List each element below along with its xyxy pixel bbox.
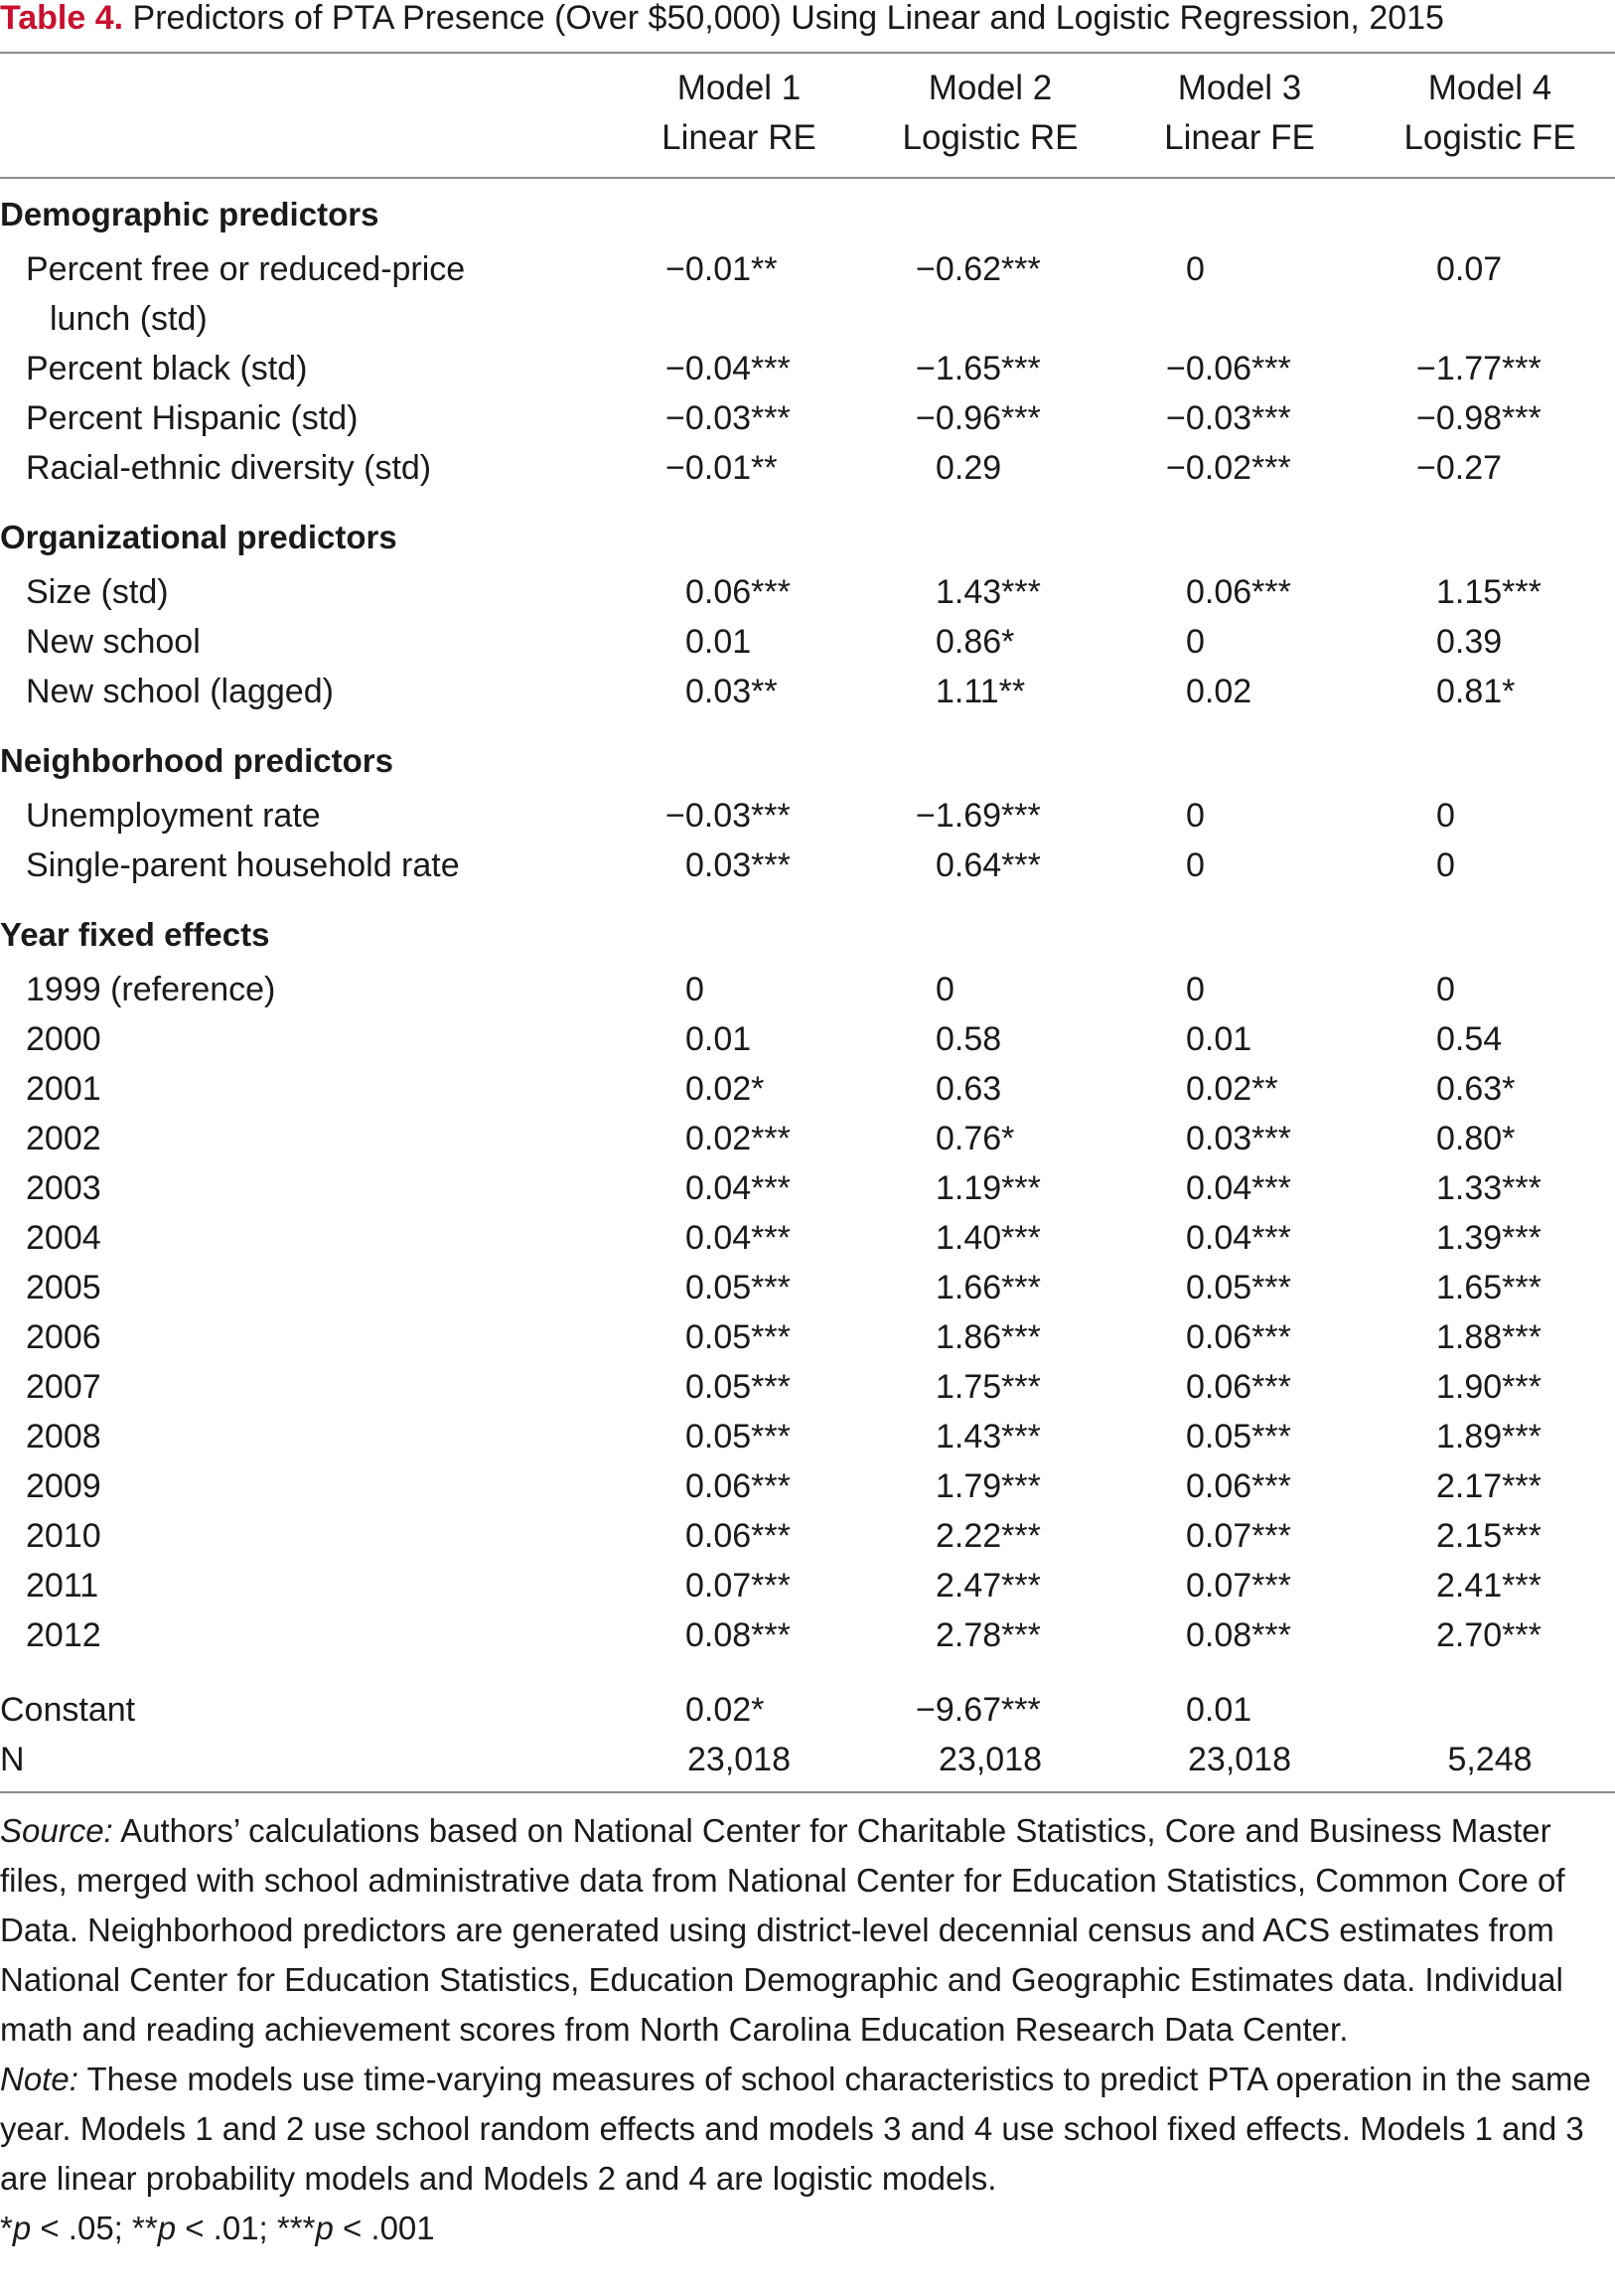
table-cell: 1.39***	[1436, 1219, 1542, 1257]
row-label: Constant	[0, 1691, 136, 1729]
table-cell: 0.05***	[685, 1368, 791, 1406]
table-row	[0, 617, 1615, 667]
table-cell: 1.86***	[936, 1318, 1041, 1356]
source-note	[0, 1806, 1609, 2055]
row-label: Racial-ethnic diversity (std)	[26, 449, 432, 487]
table-cell: 0.06***	[685, 1467, 791, 1505]
table-cell: 0.64***	[936, 846, 1041, 884]
section-heading: Organizational predictors	[0, 519, 397, 555]
table-row	[0, 1511, 1615, 1561]
sig-p: p	[315, 2210, 334, 2246]
column-header-line: Model 4	[1427, 69, 1552, 107]
table-cell: 0.01	[685, 623, 752, 661]
table-cell: 1.40***	[936, 1219, 1041, 1257]
row-label: Single-parent household rate	[26, 846, 460, 884]
column-header-line: Logistic FE	[1403, 118, 1576, 157]
table-row	[0, 1014, 1615, 1064]
table-cell: 0.03***	[685, 846, 791, 884]
table-cell: 0.04***	[685, 1169, 791, 1207]
table-row	[0, 1685, 1615, 1735]
table-cell: 0	[1436, 846, 1455, 884]
table-cell: 0.08***	[1186, 1616, 1291, 1654]
row-label: 2005	[26, 1269, 101, 1306]
row-label: Percent black (std)	[26, 350, 308, 387]
table-cell: 1.89***	[1436, 1418, 1542, 1455]
row-label-continued: lunch (std)	[50, 300, 208, 338]
column-header-line: Linear RE	[661, 118, 816, 157]
table-cell: 0.02*	[685, 1691, 765, 1729]
table-cell: −0.62***	[916, 250, 1041, 288]
table-cell: 2.15***	[1436, 1517, 1542, 1555]
table-row	[0, 443, 1615, 493]
table-row	[0, 1362, 1615, 1412]
sig-star: *	[0, 2210, 13, 2246]
table-cell: 23,018	[1188, 1741, 1291, 1778]
table-cell: 0.81*	[1436, 673, 1516, 710]
row-label: New school (lagged)	[26, 673, 334, 710]
column-header-line: Linear FE	[1164, 118, 1315, 157]
table-cell: 0	[1186, 846, 1205, 884]
table-cell: 0.80*	[1436, 1120, 1516, 1157]
table-cell: 0	[1186, 623, 1205, 661]
row-label: N	[0, 1741, 25, 1778]
table-cell: 0.63*	[1436, 1070, 1516, 1108]
row-label: 2007	[26, 1368, 101, 1406]
table-cell: 0.02	[1186, 673, 1252, 710]
table-cell: −0.01**	[665, 250, 778, 288]
table-cell: 0.05***	[685, 1269, 791, 1306]
table-cell: 0.06***	[1186, 1318, 1291, 1356]
table-row	[0, 344, 1615, 393]
sig-p: p	[157, 2210, 177, 2246]
bottom-rule	[0, 1791, 1615, 1793]
section-heading: Year fixed effects	[0, 916, 270, 953]
table-cell: 5,248	[1447, 1741, 1533, 1778]
sig-p: p	[12, 2210, 32, 2246]
row-label: Unemployment rate	[26, 797, 321, 835]
header-rule	[0, 177, 1615, 179]
table-cell: 1.88***	[1436, 1318, 1542, 1356]
table-cell: 0	[1186, 971, 1205, 1008]
note-text: These models use time-varying measures of school characteristics to predict PTA operation in the same year. Models 1 and 2 use school random effects and models 3 and 4 use school fixed effects. Models 1 and 3 are linear probability models and Models 2 and 4 are logistic models.	[0, 2061, 1591, 2197]
table-cell: 0.06***	[1186, 1467, 1291, 1505]
table-cell: 0.54	[1436, 1020, 1503, 1058]
table-cell: 0.39	[1436, 623, 1503, 661]
table-cell: 0.63	[936, 1070, 1002, 1108]
table-cell: 0.06***	[1186, 573, 1291, 611]
table-cell: 1.19***	[936, 1169, 1041, 1207]
row-label: 2000	[26, 1020, 101, 1058]
table-cell: −1.69***	[916, 797, 1041, 835]
table-number: Table 4.	[0, 0, 124, 37]
table-cell: 0	[1436, 971, 1455, 1008]
table-cell: 0.05***	[685, 1318, 791, 1356]
table-cell: 1.66***	[936, 1269, 1041, 1306]
table-cell: 0	[936, 971, 954, 1008]
table-cell: 1.15***	[1436, 573, 1542, 611]
table-cell: 0.07***	[1186, 1567, 1291, 1605]
table-row	[0, 841, 1615, 890]
table-row	[0, 1412, 1615, 1461]
row-label: 2004	[26, 1219, 101, 1257]
row-label: Percent Hispanic (std)	[26, 399, 359, 437]
table-cell: 0.03***	[1186, 1120, 1291, 1157]
row-label: 2008	[26, 1418, 101, 1455]
column-header-line: Model 3	[1177, 69, 1302, 107]
table-cell: 0.05***	[1186, 1418, 1291, 1455]
table-cell: 1.43***	[936, 573, 1041, 611]
row-label: New school	[26, 623, 201, 661]
model-note	[0, 2055, 1609, 2204]
table-title	[0, 0, 1615, 36]
table-cell: 0.01	[1186, 1691, 1252, 1729]
section-heading: Demographic predictors	[0, 196, 379, 232]
table-cell: 0.04***	[1186, 1219, 1291, 1257]
table-cell: −0.98***	[1416, 399, 1542, 437]
section-heading: Neighborhood predictors	[0, 742, 393, 779]
column-header-model-4	[1361, 64, 1615, 163]
table-cell: −0.01**	[665, 449, 778, 487]
table-cell: −1.77***	[1416, 350, 1542, 387]
table-cell: 2.70***	[1436, 1616, 1542, 1654]
table-row	[0, 1064, 1615, 1114]
table-row	[0, 1114, 1615, 1163]
table-cell: −0.03***	[665, 399, 791, 437]
table-cell: 1.79***	[936, 1467, 1041, 1505]
column-header-line: Model 2	[928, 69, 1053, 107]
table-cell: −0.27	[1416, 449, 1503, 487]
table-cell: −0.96***	[916, 399, 1041, 437]
table-cell: 0.02*	[685, 1070, 765, 1108]
table-cell: 1.75***	[936, 1368, 1041, 1406]
row-label: 2012	[26, 1616, 101, 1654]
table-row	[0, 1263, 1615, 1312]
table-row	[0, 667, 1615, 716]
table-cell: 2.17***	[1436, 1467, 1542, 1505]
row-label: Size (std)	[26, 573, 169, 611]
row-label: 2001	[26, 1070, 101, 1108]
table-cell: 0.05***	[685, 1418, 791, 1455]
table-cell: 1.11**	[936, 673, 1026, 710]
table-cell: 0.03**	[685, 673, 778, 710]
row-label: 2011	[26, 1567, 99, 1605]
table-row	[0, 791, 1615, 841]
table-cell: 2.47***	[936, 1567, 1041, 1605]
table-row	[0, 1213, 1615, 1263]
table-cell: 0.29	[936, 449, 1002, 487]
table-cell: −0.04***	[665, 350, 791, 387]
table-cell: −0.02***	[1166, 449, 1291, 487]
table-row	[0, 1312, 1615, 1362]
row-label: 2010	[26, 1517, 101, 1555]
table-cell: 1.90***	[1436, 1368, 1542, 1406]
table-cell: 0.07	[1436, 250, 1503, 288]
table-cell: 2.22***	[936, 1517, 1041, 1555]
row-label: 2006	[26, 1318, 101, 1356]
table-cell: 1.65***	[1436, 1269, 1542, 1306]
sig-text: < .001	[333, 2210, 435, 2246]
table-cell: 2.41***	[1436, 1567, 1542, 1605]
row-label: 2003	[26, 1169, 101, 1207]
table-cell: 0.04***	[685, 1219, 791, 1257]
table-cell: 0.02***	[685, 1120, 791, 1157]
table-cell: 0.01	[685, 1020, 752, 1058]
top-rule	[0, 52, 1615, 54]
table-cell: 0.07***	[685, 1567, 791, 1605]
table-cell: 0	[1186, 250, 1205, 288]
table-cell: −9.67***	[916, 1691, 1041, 1729]
column-header-line: Model 1	[676, 69, 802, 107]
table-cell: −1.65***	[916, 350, 1041, 387]
table-row	[0, 1163, 1615, 1213]
table-cell: −0.06***	[1166, 350, 1291, 387]
table-cell: 0.06***	[1186, 1368, 1291, 1406]
source-label: Source:	[0, 1812, 113, 1849]
table-cell: 2.78***	[936, 1616, 1041, 1654]
table-cell: −0.03***	[665, 797, 791, 835]
table-row	[0, 1561, 1615, 1610]
table-cell: 0.08***	[685, 1616, 791, 1654]
table-cell: 0.04***	[1186, 1169, 1291, 1207]
row-label: Percent free or reduced-price	[26, 250, 466, 288]
table-cell: 0.01	[1186, 1020, 1252, 1058]
row-label: 1999 (reference)	[26, 971, 276, 1008]
table-cell: 0.07***	[1186, 1517, 1291, 1555]
table-row	[0, 1461, 1615, 1511]
table-cell: 0	[685, 971, 704, 1008]
table-row	[0, 1610, 1615, 1660]
column-header-model-2	[861, 64, 1119, 163]
table-cell: 1.43***	[936, 1418, 1041, 1455]
note-label: Note:	[0, 2061, 78, 2097]
table-cell: 0.06***	[685, 573, 791, 611]
table-cell: 0.06***	[685, 1517, 791, 1555]
row-label: 2002	[26, 1120, 101, 1157]
sig-text: < .05; **	[31, 2210, 158, 2246]
table-cell: 0	[1186, 797, 1205, 835]
table-cell: 0.05***	[1186, 1269, 1291, 1306]
row-label: 2009	[26, 1467, 101, 1505]
table-row	[0, 393, 1615, 443]
table-cell: −0.03***	[1166, 399, 1291, 437]
table-cell: 1.33***	[1436, 1169, 1542, 1207]
column-header-model-1	[610, 64, 868, 163]
table-row	[0, 965, 1615, 1014]
table-cell: 23,018	[939, 1741, 1042, 1778]
significance-note	[0, 2204, 1609, 2253]
column-header-model-3	[1110, 64, 1369, 163]
column-header-line: Logistic RE	[902, 118, 1079, 157]
table-cell: 0.76*	[936, 1120, 1015, 1157]
table-cell: 0.58	[936, 1020, 1002, 1058]
table-cell: 0	[1436, 797, 1455, 835]
sig-text: < .01; ***	[176, 2210, 316, 2246]
table-row	[0, 244, 1615, 338]
table-caption: Predictors of PTA Presence (Over $50,000) Using Linear and Logistic Regression, 2015	[132, 0, 1444, 37]
table-row	[0, 1735, 1615, 1784]
table-cell: 0.86*	[936, 623, 1015, 661]
source-text: Authors’ calculations based on National Center for Charitable Statistics, Core and Business Master files, merged with school administrative data from National Center for Education Statistics, Common Core of Data. Neighborhood predictors are generated using district-level decennial census and ACS estimates from National Center for Education Statistics, Education Demographic and Geographic Estimates data. Individual math and reading achievement scores from North Carolina Education Research Data Center.	[0, 1812, 1565, 2048]
table-cell: 0.02**	[1186, 1070, 1278, 1108]
table-footnotes	[0, 1806, 1609, 2253]
table-cell: 23,018	[687, 1741, 791, 1778]
table-row	[0, 567, 1615, 617]
